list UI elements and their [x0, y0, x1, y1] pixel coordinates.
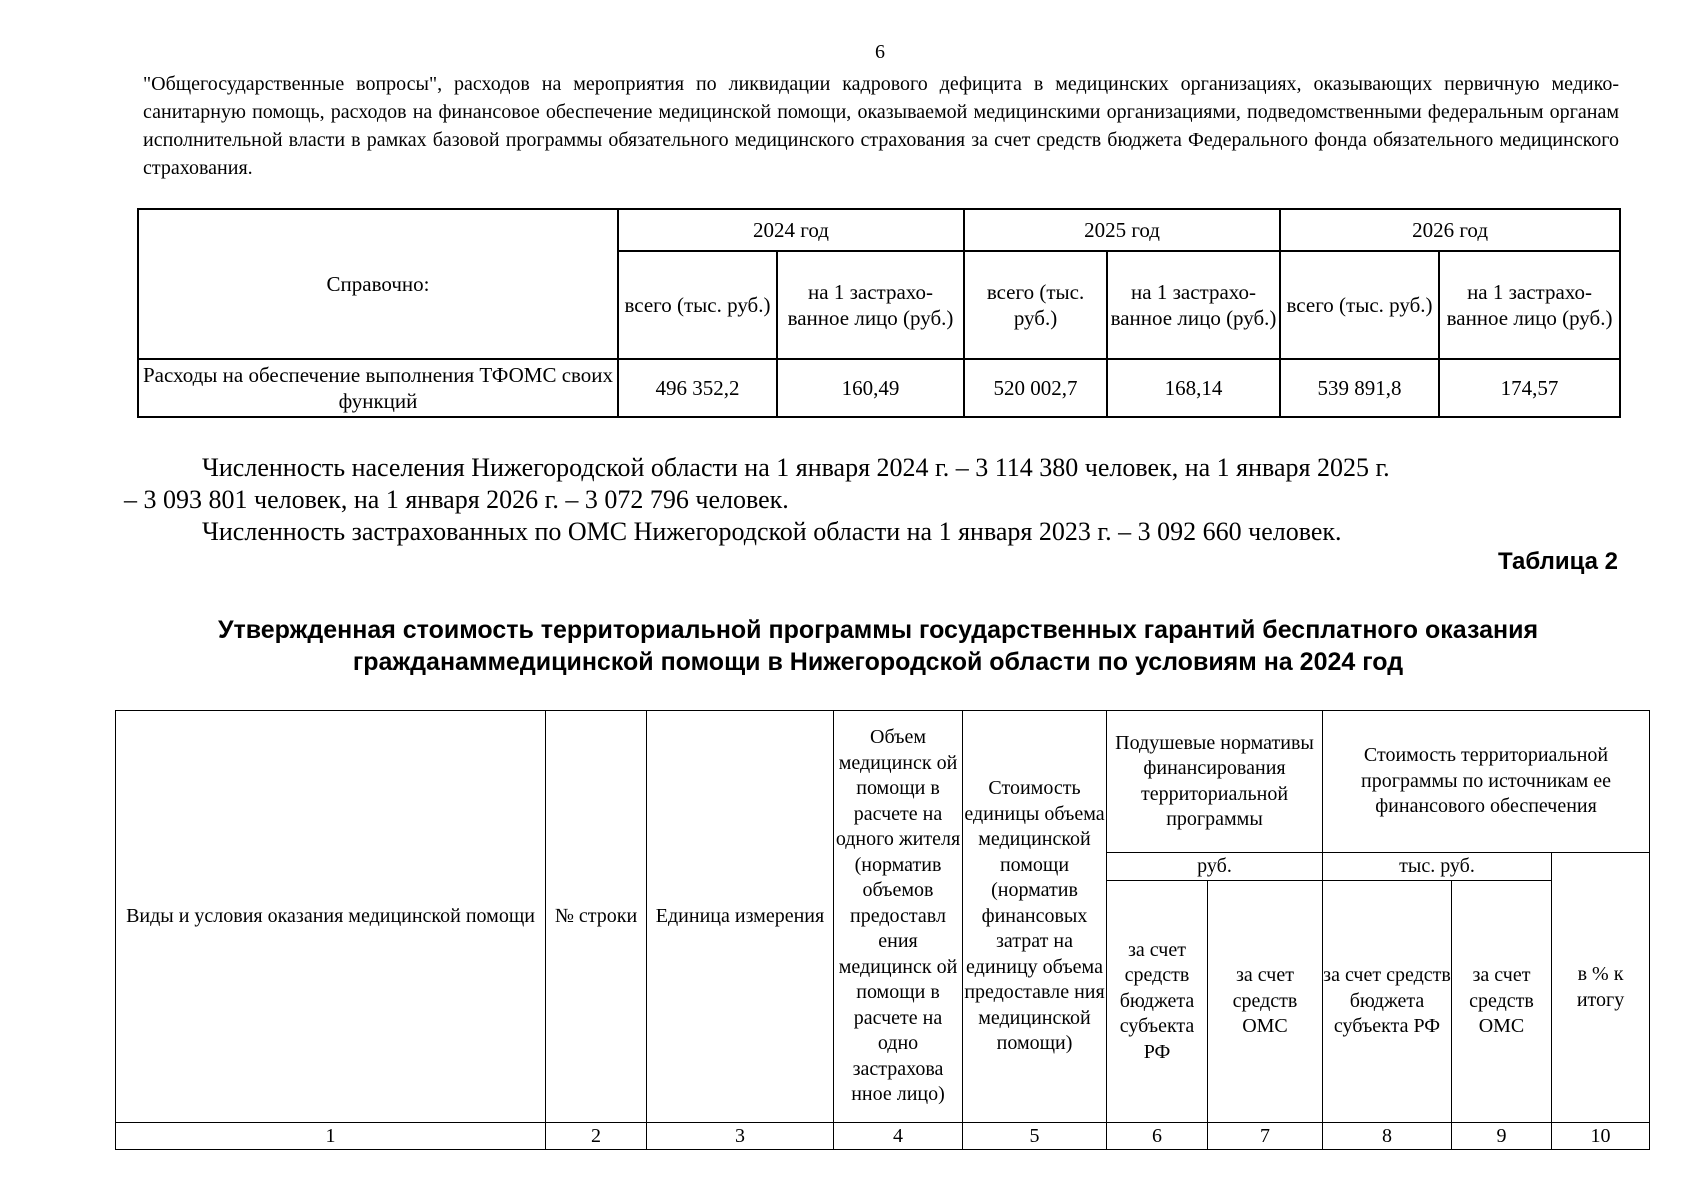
column-number: 10: [1552, 1123, 1650, 1150]
table2-title-line: Утвержденная стоимость территориальной программы государственных гарантий бесплатного оказания: [217, 616, 1539, 644]
col-header-unit: Единица измерения: [647, 711, 834, 1123]
group-header-normatives: Подушевые нормативы финансирования территориальной программы: [1107, 711, 1323, 853]
value-cell: 496 352,2: [618, 359, 777, 417]
year-header: 2025 год: [964, 209, 1280, 251]
reference-table: [137, 208, 1621, 418]
column-number-row: [116, 1123, 1650, 1150]
value-cell: 520 002,7: [964, 359, 1107, 417]
col-header-budget-rf: за счет средств бюджета субъекта РФ: [1323, 881, 1452, 1123]
table2-title-line: гражданаммедицинской помощи в Нижегородской области по условиям на 2024 год: [352, 648, 1404, 676]
reference-label: Справочно:: [138, 209, 618, 359]
subheader-per-person: на 1 застрахо-ванное лицо (руб.): [1439, 251, 1620, 359]
population-line: – 3 093 801 человек, на 1 января 2026 г. – 3 072 796 человек.: [124, 485, 789, 514]
column-number: 1: [116, 1123, 546, 1150]
subheader-total: всего (тыс. руб.): [1280, 251, 1439, 359]
column-number: 9: [1452, 1123, 1552, 1150]
col-header-percent: в % к итогу: [1552, 853, 1650, 1123]
insured-line: Численность застрахованных по ОМС Нижегородской области на 1 января 2023 г. – 3 092 660 человек.: [202, 517, 1342, 546]
unit-rub: руб.: [1107, 853, 1323, 881]
subheader-per-person: на 1 застрахо-ванное лицо (руб.): [777, 251, 964, 359]
value-cell: 174,57: [1439, 359, 1620, 417]
col-header-oms: за счет средств ОМС: [1452, 881, 1552, 1123]
intro-text: "Общегосударственные вопросы", расходов на мероприятия по ликвидации кадрового дефицита в медицинских организациях, оказывающих первичную медико-санитарную помощь, расходов на финансовое обеспечение медицинской помощи, оказываемой медицинскими организациями, подведомственными федеральным органам исполнительной власти в рамках базовой программы обязательного медицинского страхования за счет средств бюджета Федерального фонда обязательного медицинского страхования.: [143, 73, 1619, 179]
value-cell: 539 891,8: [1280, 359, 1439, 417]
column-number: 2: [546, 1123, 647, 1150]
column-number: 7: [1208, 1123, 1323, 1150]
column-number: 4: [834, 1123, 963, 1150]
col-header-unit-cost: Стоимость единицы объема медицинской помощи (норматив финансовых затрат на единицу объема предоставле ния медицинской помощи): [963, 711, 1107, 1123]
year-header: 2024 год: [618, 209, 964, 251]
col-header-budget-rf: за счет средств бюджета субъекта РФ: [1107, 881, 1208, 1123]
population-line: Численность населения Нижегородской области на 1 января 2024 г. – 3 114 380 человек, на 1 января 2025 г.: [202, 453, 1390, 482]
subheader-total: всего (тыс. руб.): [964, 251, 1107, 359]
col-header-volume: Объем медицинск ой помощи в расчете на одного жителя (норматив объемов предоставл ения медицинск ой помощи в расчете на одно застрахова нное лицо): [834, 711, 963, 1123]
col-header-oms: за счет средств ОМС: [1208, 881, 1323, 1123]
table2-label: Таблица 2: [1497, 548, 1618, 575]
year-header: 2026 год: [1280, 209, 1620, 251]
column-number: 3: [647, 1123, 834, 1150]
subheader-per-person: на 1 застрахо-ванное лицо (руб.): [1107, 251, 1280, 359]
subheader-total: всего (тыс. руб.): [618, 251, 777, 359]
row-label: Расходы на обеспечение выполнения ТФОМС своих функций: [138, 359, 618, 417]
column-number: 5: [963, 1123, 1107, 1150]
col-header-kinds: Виды и условия оказания медицинской помощи: [116, 711, 546, 1123]
value-cell: 160,49: [777, 359, 964, 417]
table-row: [138, 359, 1620, 417]
intro-paragraph: [143, 70, 1619, 182]
col-header-row-number: № строки: [546, 711, 647, 1123]
value-cell: 168,14: [1107, 359, 1280, 417]
table2-title: [124, 614, 1632, 678]
page-number: 6: [875, 41, 885, 63]
column-number: 8: [1323, 1123, 1452, 1150]
main-table: [115, 710, 1650, 1150]
column-number: 6: [1107, 1123, 1208, 1150]
group-header-cost: Стоимость территориальной программы по источникам ее финансового обеспечения: [1323, 711, 1650, 853]
unit-thous-rub: тыс. руб.: [1323, 853, 1552, 881]
population-section: [124, 452, 1624, 548]
